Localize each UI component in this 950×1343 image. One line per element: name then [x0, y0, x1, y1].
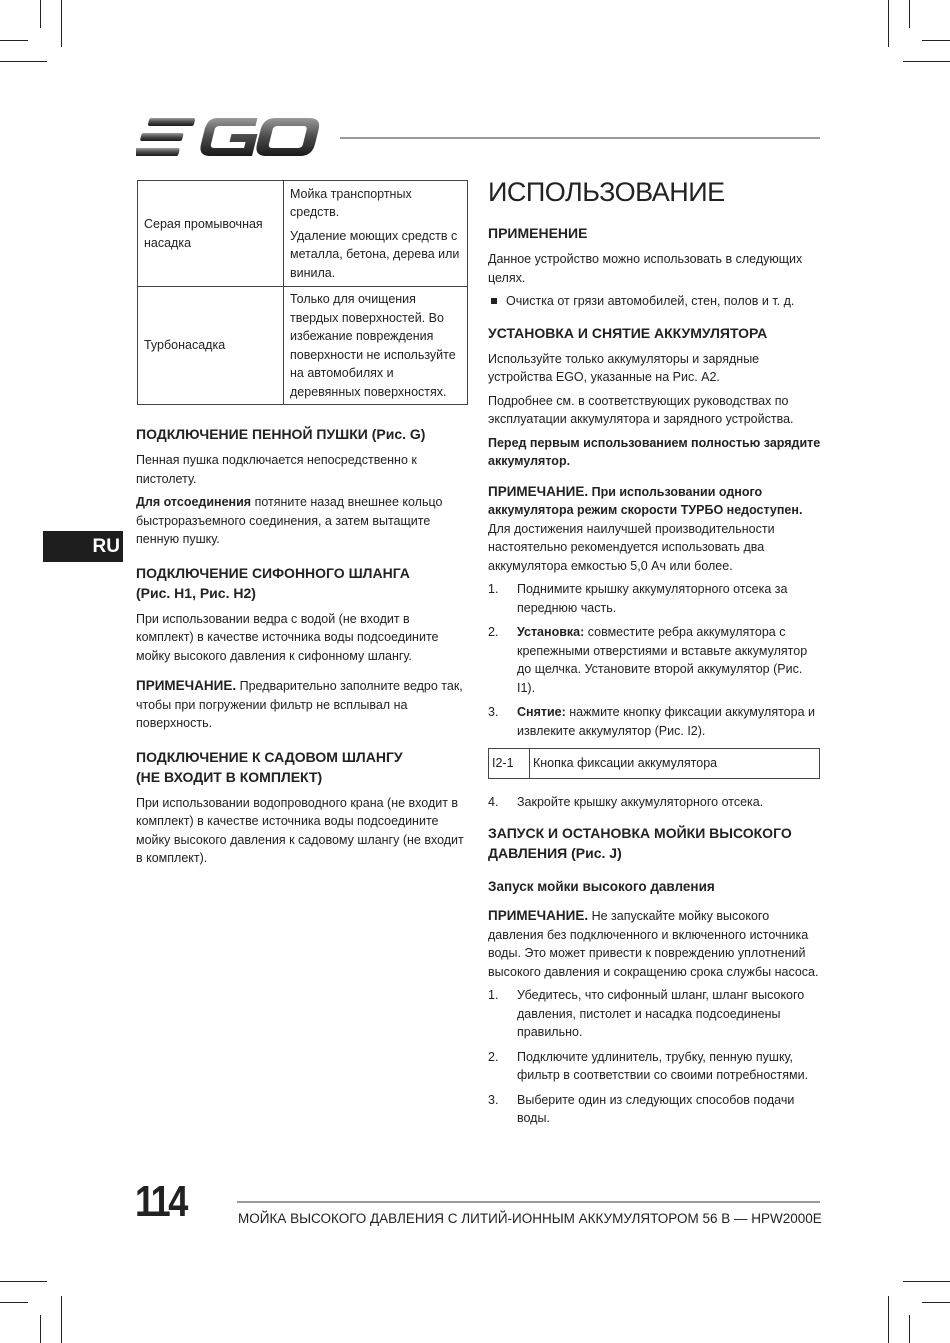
paragraph: При использовании ведра с водой (не входит в комплект) в качестве источника воды подсоедините мойку высокого давления к сифонному шлангу.: [136, 611, 439, 663]
paragraph: Подробнее см. в соответствующих руководствах по эксплуатации аккумулятора и зарядного устройства.: [488, 393, 794, 426]
paragraph: Пенная пушка подключается непосредственно к пистолету.: [136, 453, 417, 486]
heading-line: (Рис. H1, Рис. H2): [136, 584, 256, 601]
note: [488, 483, 822, 576]
heading-line: ДАВЛЕНИЯ (Рис. J): [488, 845, 622, 861]
crop-mark: [922, 1302, 950, 1303]
section-heading: [136, 563, 470, 603]
legend-code: I2-1: [489, 749, 530, 779]
paragraph: Данное устройство можно использовать в следующих целях.: [488, 252, 803, 285]
list-item: [488, 986, 822, 1042]
crop-mark: [0, 40, 28, 41]
steps-list: [488, 986, 822, 1128]
ego-logo: [136, 116, 326, 158]
table-cell-uses: [284, 287, 468, 405]
section-heading: [136, 747, 470, 787]
text: совместите ребра аккумулятора с крепежными отверстиями и вставьте аккумулятор до щелчка. Установите второй аккумулятор (Рис. I1).: [517, 625, 808, 695]
crop-mark: [61, 0, 62, 47]
list-item: [488, 623, 822, 697]
step-number: 3.: [488, 1092, 499, 1107]
text: Предварительно заполните ведро так, чтобы при погружении фильтр не всплывал на поверхность.: [136, 679, 463, 730]
bullet-list: [488, 292, 822, 311]
list-item: [488, 1048, 822, 1085]
note-label: ПРИМЕЧАНИЕ.: [136, 678, 237, 693]
section-heading: ПОДКЛЮЧЕНИЕ ПЕННОЙ ПУШКИ (Рис. G): [136, 426, 426, 442]
list-item: [488, 703, 822, 740]
step-number: 2.: [488, 625, 499, 639]
paragraph: [136, 493, 470, 549]
heading-line: ЗАПУСК И ОСТАНОВКА МОЙКИ ВЫСОКОГО: [488, 825, 792, 841]
footer-rule: [237, 1201, 820, 1203]
crop-mark: [909, 0, 910, 28]
text: Выберите один из следующих способов подачи воды.: [517, 1092, 795, 1125]
table-row: [138, 181, 468, 287]
bold-text: При использовании одного аккумулятора режим скорости ТУРБО недоступен.: [488, 484, 803, 517]
crop-mark: [888, 0, 889, 47]
section-heading: ПРИМЕНЕНИЕ: [488, 225, 588, 241]
table-row: [138, 287, 468, 405]
step-number: 1.: [488, 988, 499, 1002]
crop-mark: [61, 1296, 62, 1343]
page-number: 114: [135, 1177, 186, 1226]
heading-line: (НЕ ВХОДИТ В КОМПЛЕКТ): [136, 768, 323, 785]
text: Закройте крышку аккумуляторного отсека.: [517, 794, 764, 809]
step-number: 3.: [488, 705, 499, 719]
bold-text: Для отсоединения: [136, 495, 252, 509]
use-item: Удаление моющих средств с металла, бетона, дерева или винила.: [290, 228, 460, 280]
text: Подключите удлинитель, трубку, пенную пушку, фильтр в соответствии со своими потребностями.: [517, 1049, 809, 1082]
legend-table: [488, 748, 820, 779]
crop-mark: [903, 61, 950, 62]
crop-mark: [40, 0, 41, 28]
crop-mark: [903, 1281, 950, 1282]
crop-mark: [909, 1315, 910, 1343]
steps-list: [488, 580, 822, 740]
note-label: ПРИМЕЧАНИЕ.: [488, 908, 589, 923]
list-item: [488, 580, 822, 617]
page-title: ИСПОЛЬЗОВАНИЕ: [488, 177, 725, 207]
table-cell-name: Серая промывочная насадка: [138, 181, 284, 287]
right-column: [488, 177, 822, 1134]
note: [488, 907, 822, 981]
table-cell-name: Турбонасадка: [138, 287, 284, 405]
legend-label: Кнопка фиксации аккумулятора: [530, 749, 820, 779]
step-number: 1.: [488, 582, 499, 596]
crop-mark: [922, 40, 950, 41]
list-item: [488, 793, 822, 812]
crop-mark: [40, 1315, 41, 1343]
left-column: [136, 424, 470, 873]
use-item: Мойка транспортных средств.: [290, 186, 412, 220]
text: Поднимите крышку аккумуляторного отсека за переднюю часть.: [517, 582, 788, 615]
header-rule: [340, 137, 820, 139]
subheading: Запуск мойки высокого давления: [488, 879, 715, 894]
text: Убедитесь, что сифонный шланг, шланг высокого давления, пистолет и насадка подсоединены правильно.: [517, 988, 805, 1039]
paragraph: При использовании водопроводного крана (не входит в комплект) в качестве источника воды подсоедините мойку высокого давления к садовому шлангу (не входит в комплект).: [136, 795, 464, 865]
paragraph: Перед первым использованием полностью зарядите аккумулятор.: [488, 435, 821, 468]
section-heading: [488, 823, 822, 863]
crop-mark: [888, 1296, 889, 1343]
table-row: [489, 749, 820, 779]
section-heading: УСТАНОВКА И СНЯТИЕ АККУМУЛЯТОРА: [488, 324, 768, 341]
text: нажмите кнопку фиксации аккумулятора и извлеките аккумулятор (Рис. I2).: [517, 705, 815, 738]
footer-title: МОЙКА ВЫСОКОГО ДАВЛЕНИЯ С ЛИТИЙ-ИОННЫМ АККУМУЛЯТОРОМ 56 В — HPW2000E: [238, 1211, 822, 1226]
text: Для достижения наилучшей производительности настоятельно рекомендуется использовать два аккумулятора емкостью 5,0 Ач или более.: [488, 521, 775, 573]
step-number: 2.: [488, 1049, 499, 1064]
note-label: ПРИМЕЧАНИЕ.: [488, 483, 589, 499]
use-item: Только для очищения твердых поверхностей. Во избежание повреждения поверхности не используйте на автомобилях и деревянных поверхностях.: [290, 292, 456, 399]
bold-text: Снятие:: [517, 705, 566, 719]
crop-mark: [0, 1302, 28, 1303]
heading-line: ПОДКЛЮЧЕНИЕ СИФОННОГО ШЛАНГА: [136, 564, 410, 581]
list-item: [488, 1091, 822, 1128]
steps-list: [488, 793, 822, 812]
nozzle-table: [137, 180, 468, 405]
text: Не запускайте мойку высокого давления без подключенного и включенного источника воды. Это может привести к повреждению уплотнений высокого давления и сокращению срока службы насоса.: [488, 909, 819, 979]
note: [136, 677, 470, 733]
text: потяните назад внешнее кольцо быстроразъемного соединения, а затем вытащите пенную пушку.: [136, 495, 443, 546]
step-number: 4.: [488, 794, 499, 809]
table-cell-uses: [284, 181, 468, 287]
language-tab: RU: [43, 531, 123, 562]
list-item: Очистка от грязи автомобилей, стен, полов и т. д.: [488, 292, 822, 311]
crop-mark: [0, 1281, 47, 1282]
bold-text: Установка:: [517, 625, 585, 639]
crop-mark: [0, 61, 47, 62]
heading-line: ПОДКЛЮЧЕНИЕ К САДОВОМ ШЛАНГУ: [136, 748, 403, 765]
paragraph: Используйте только аккумуляторы и зарядные устройства EGO, указанные на Рис. A2.: [488, 351, 760, 384]
